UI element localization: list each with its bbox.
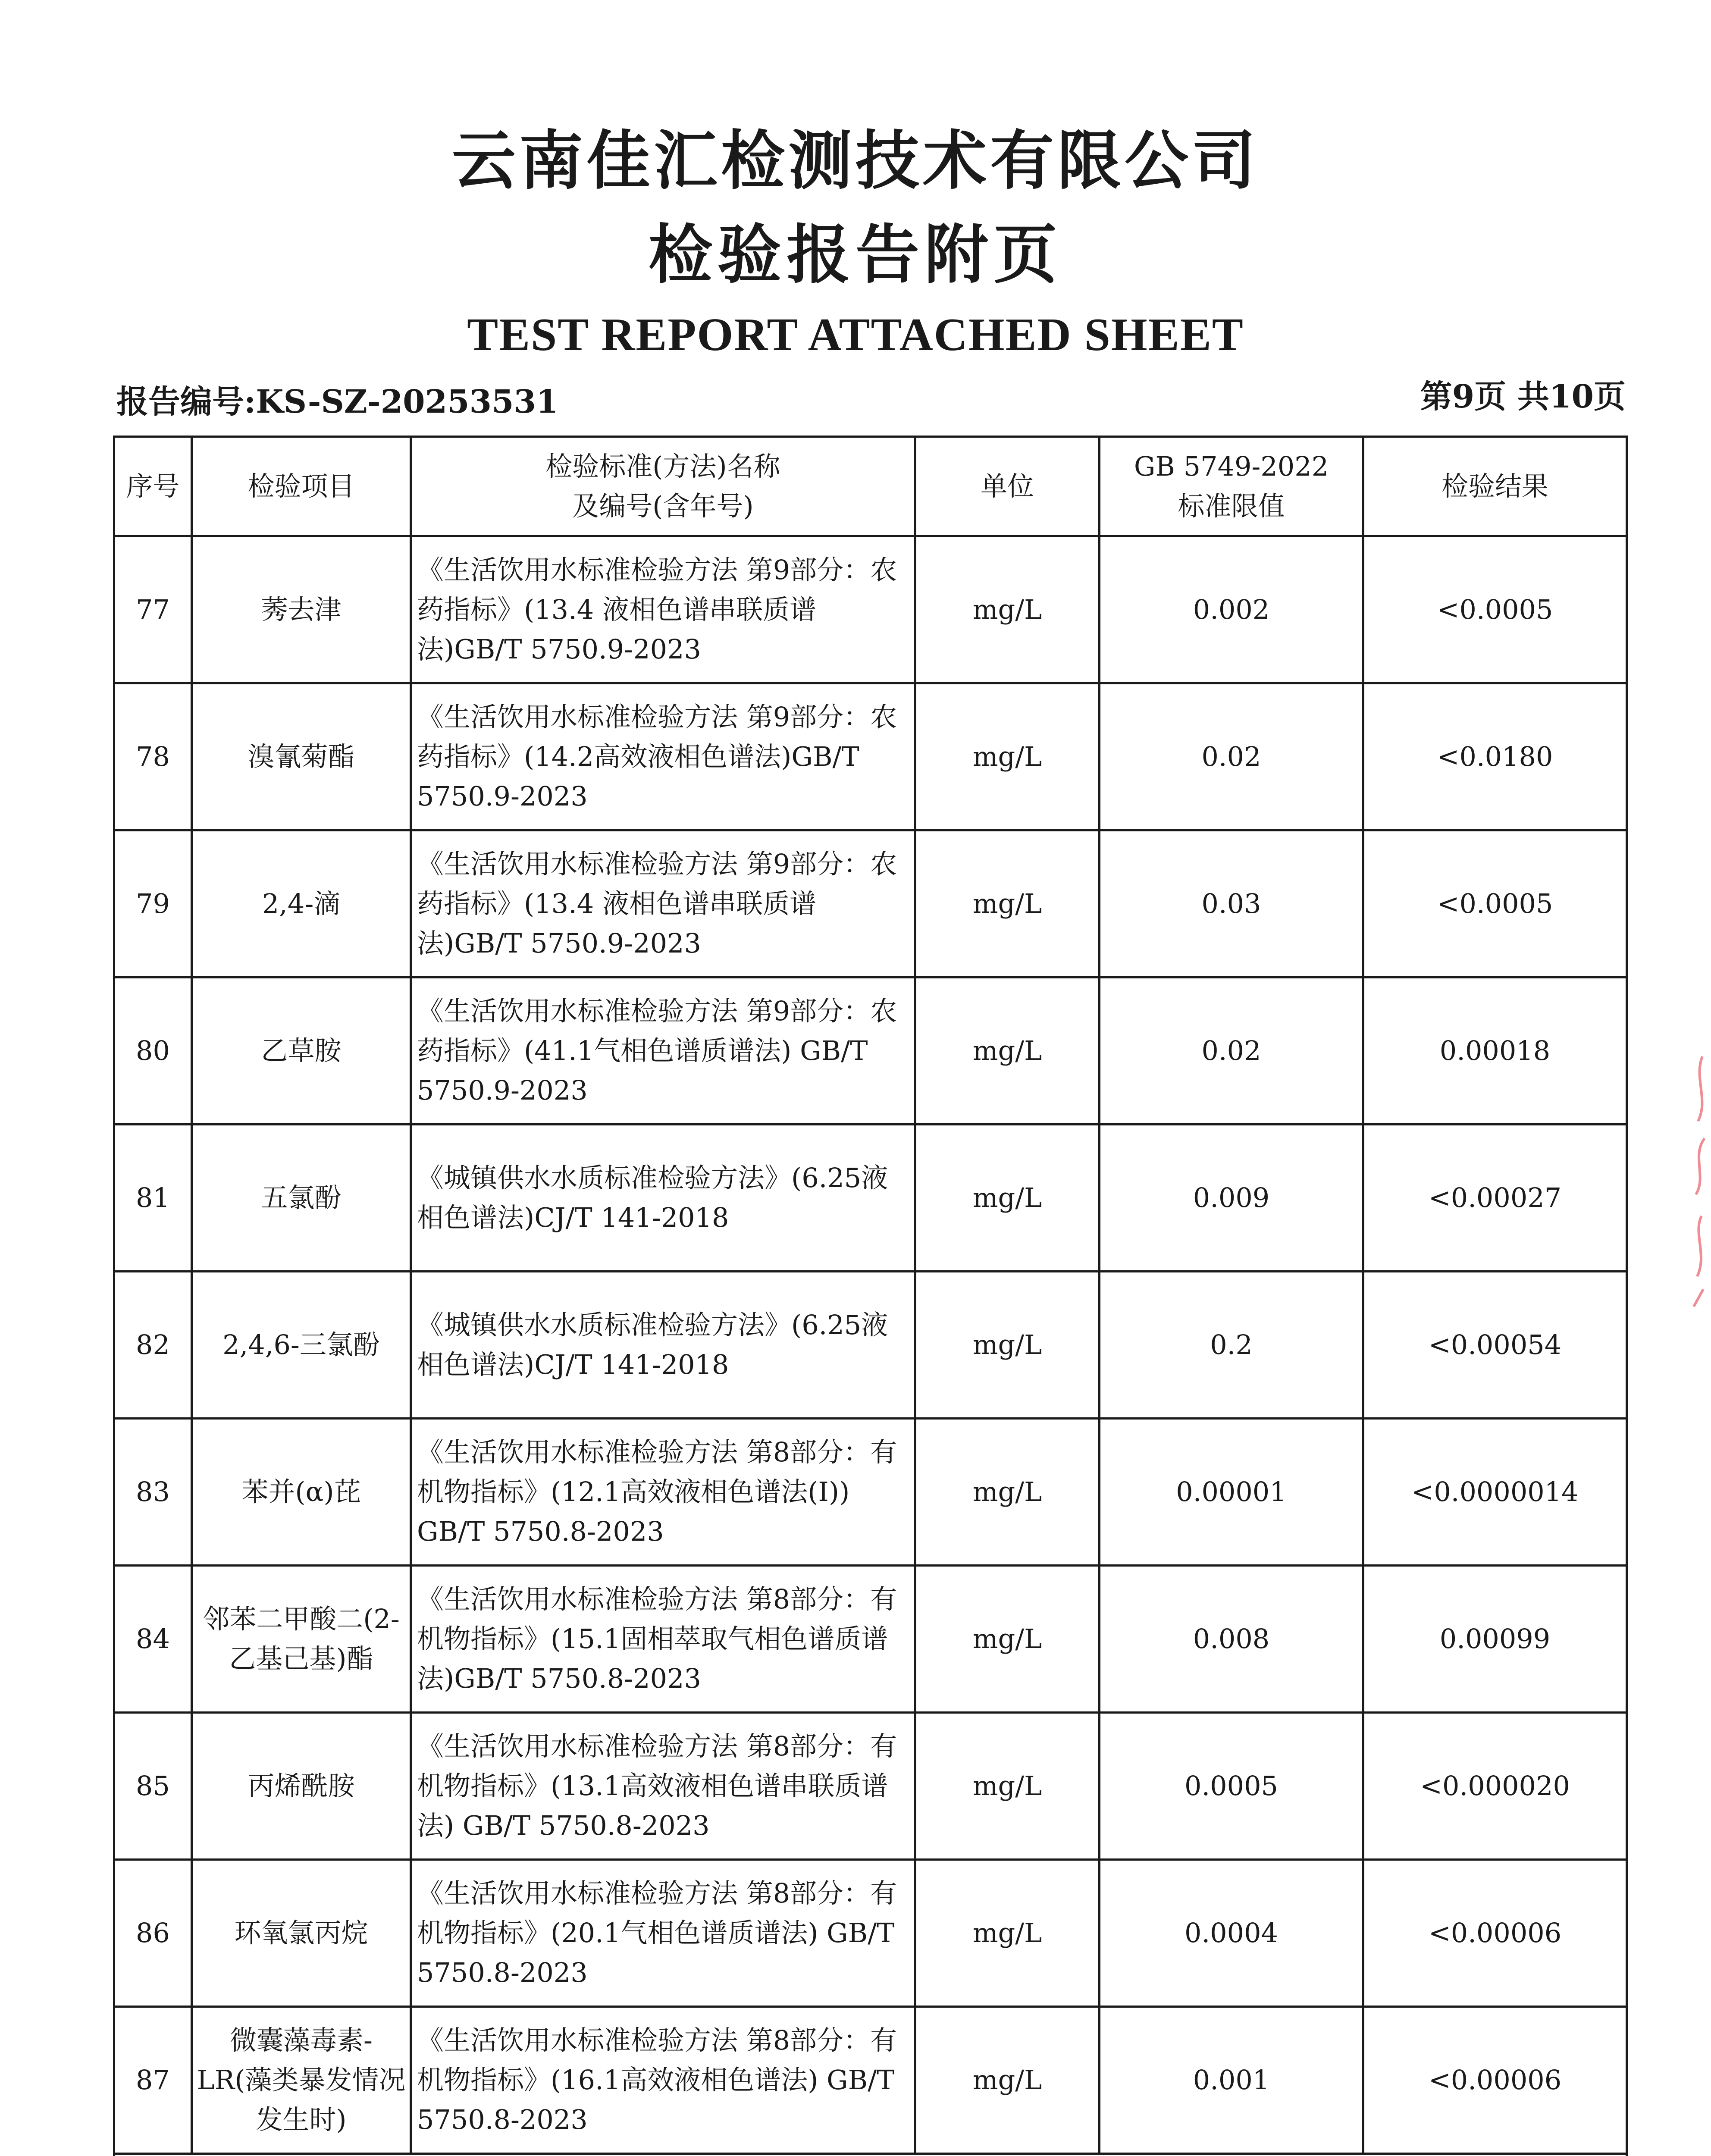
col-header-limit (1100, 437, 1363, 536)
cell-item: 微囊藻毒素-LR(藻类暴发情况发生时) (192, 2007, 411, 2154)
table-header-row (114, 437, 1627, 536)
cell-item: 乙草胺 (192, 978, 411, 1125)
table-row (114, 683, 1627, 830)
col-header-result: 检验结果 (1363, 437, 1627, 536)
cell-seq: 83 (114, 1419, 192, 1566)
cell-limit: 0.001 (1100, 2007, 1363, 2154)
cell-result: <0.00054 (1363, 1272, 1627, 1419)
col-header-method-line2: 及编号(含年号) (572, 490, 754, 522)
cell-unit: mg/L (915, 1860, 1100, 2007)
col-header-limit-line2: 标准限值 (1178, 490, 1285, 522)
cell-unit: mg/L (915, 978, 1100, 1125)
cell-item: 2,4-滴 (192, 830, 411, 978)
cell-unit: mg/L (915, 683, 1100, 830)
page-info: 第9页 共10页 (1420, 378, 1626, 415)
results-table (113, 436, 1628, 2156)
cell-result: <0.0005 (1363, 830, 1627, 978)
table-row (114, 978, 1627, 1125)
cell-unit: mg/L (915, 1713, 1100, 1860)
col-header-limit-line1: GB 5749-2022 (1134, 451, 1329, 482)
col-header-unit: 单位 (915, 437, 1100, 536)
cell-method: 《生活饮用水标准检验方法 第8部分：有机物指标》(15.1固相萃取气相色谱质谱法)GB/T 5750.8-2023 (411, 1566, 915, 1713)
table-row (114, 2007, 1627, 2154)
table-row (114, 536, 1627, 683)
col-header-method-line1: 检验标准(方法)名称 (545, 451, 780, 482)
cell-item: 溴氰菊酯 (192, 683, 411, 830)
cell-method: 《生活饮用水标准检验方法 第9部分：农药指标》(13.4 液相色谱串联质谱法)GB/T 5750.9-2023 (411, 536, 915, 683)
cell-method: 《生活饮用水标准检验方法 第8部分：有机物指标》(12.1高效液相色谱法(Ⅰ)) GB/T 5750.8-2023 (411, 1419, 915, 1566)
cell-result: <0.00006 (1363, 1860, 1627, 2007)
cell-limit: 0.0004 (1100, 1860, 1363, 2007)
table-row (114, 1860, 1627, 2007)
cell-item: 苯并(α)芘 (192, 1419, 411, 1566)
cell-method: 《生活饮用水标准检验方法 第9部分：农药指标》(14.2高效液相色谱法)GB/T 5750.9-2023 (411, 683, 915, 830)
cell-limit: 0.008 (1100, 1566, 1363, 1713)
cell-result: <0.00006 (1363, 2007, 1627, 2154)
cell-result: <0.000020 (1363, 1713, 1627, 1860)
cell-seq: 81 (114, 1125, 192, 1272)
table-row (114, 1272, 1627, 1419)
cell-method: 《城镇供水水质标准检验方法》(6.25液相色谱法)CJ/T 141-2018 (411, 1125, 915, 1272)
cell-method: 《生活饮用水标准检验方法 第9部分：农药指标》(13.4 液相色谱串联质谱法)GB/T 5750.9-2023 (411, 830, 915, 978)
table-row (114, 1566, 1627, 1713)
cell-method: 《城镇供水水质标准检验方法》(6.25液相色谱法)CJ/T 141-2018 (411, 1272, 915, 1419)
cell-limit: 0.002 (1100, 536, 1363, 683)
cell-item: 环氧氯丙烷 (192, 1860, 411, 2007)
cell-result: <0.0180 (1363, 683, 1627, 830)
cell-method: 《生活饮用水标准检验方法 第8部分：有机物指标》(13.1高效液相色谱串联质谱法) GB/T 5750.8-2023 (411, 1713, 915, 1860)
cell-method: 《生活饮用水标准检验方法 第8部分：有机物指标》(20.1气相色谱质谱法) GB/T 5750.8-2023 (411, 1860, 915, 2007)
table-row (114, 1713, 1627, 1860)
table-footer-row (114, 2154, 1627, 2156)
report-number: 报告编号:KS-SZ-20253531 (116, 383, 558, 420)
cell-limit: 0.0005 (1100, 1713, 1363, 1860)
seal-edge-mark (1685, 1052, 1711, 1311)
cell-limit: 0.02 (1100, 978, 1363, 1125)
cell-seq: 84 (114, 1566, 192, 1713)
cell-result: <0.0000014 (1363, 1419, 1627, 1566)
cell-unit: mg/L (915, 1272, 1100, 1419)
cell-result: 0.00018 (1363, 978, 1627, 1125)
cell-unit: mg/L (915, 1419, 1100, 1566)
cell-item: 丙烯酰胺 (192, 1713, 411, 1860)
cell-seq: 82 (114, 1272, 192, 1419)
cell-limit: 0.2 (1100, 1272, 1363, 1419)
cell-seq: 78 (114, 683, 192, 830)
cell-unit: mg/L (915, 1566, 1100, 1713)
sheet-title-en: TEST REPORT ATTACHED SHEET (467, 309, 1244, 360)
cell-limit: 0.00001 (1100, 1419, 1363, 1566)
cell-limit: 0.009 (1100, 1125, 1363, 1272)
company-name: 云南佳汇检测技术有限公司 (452, 123, 1259, 198)
cell-item: 邻苯二甲酸二(2-乙基己基)酯 (192, 1566, 411, 1713)
cell-result: 0.00099 (1363, 1566, 1627, 1713)
col-header-seq: 序号 (114, 437, 192, 536)
cell-unit: mg/L (915, 536, 1100, 683)
cell-seq: 87 (114, 2007, 192, 2154)
table-row (114, 830, 1627, 978)
cell-item: 五氯酚 (192, 1125, 411, 1272)
col-header-method (411, 437, 915, 536)
continuation-note (114, 2154, 1627, 2156)
cell-unit: mg/L (915, 2007, 1100, 2154)
sheet-title: 检验报告附页 (649, 217, 1062, 292)
table-row (114, 1125, 1627, 1272)
cell-seq: 80 (114, 978, 192, 1125)
cell-unit: mg/L (915, 1125, 1100, 1272)
cell-item: 莠去津 (192, 536, 411, 683)
cell-limit: 0.03 (1100, 830, 1363, 978)
table-row (114, 1419, 1627, 1566)
cell-result: <0.00027 (1363, 1125, 1627, 1272)
cell-seq: 85 (114, 1713, 192, 1860)
cell-unit: mg/L (915, 830, 1100, 978)
cell-result: <0.0005 (1363, 536, 1627, 683)
cell-limit: 0.02 (1100, 683, 1363, 830)
cell-seq: 86 (114, 1860, 192, 2007)
col-header-item: 检验项目 (192, 437, 411, 536)
cell-method: 《生活饮用水标准检验方法 第8部分：有机物指标》(16.1高效液相色谱法) GB/T 5750.8-2023 (411, 2007, 915, 2154)
cell-method: 《生活饮用水标准检验方法 第9部分：农药指标》(41.1气相色谱质谱法) GB/T 5750.9-2023 (411, 978, 915, 1125)
cell-seq: 77 (114, 536, 192, 683)
cell-item: 2,4,6-三氯酚 (192, 1272, 411, 1419)
cell-seq: 79 (114, 830, 192, 978)
